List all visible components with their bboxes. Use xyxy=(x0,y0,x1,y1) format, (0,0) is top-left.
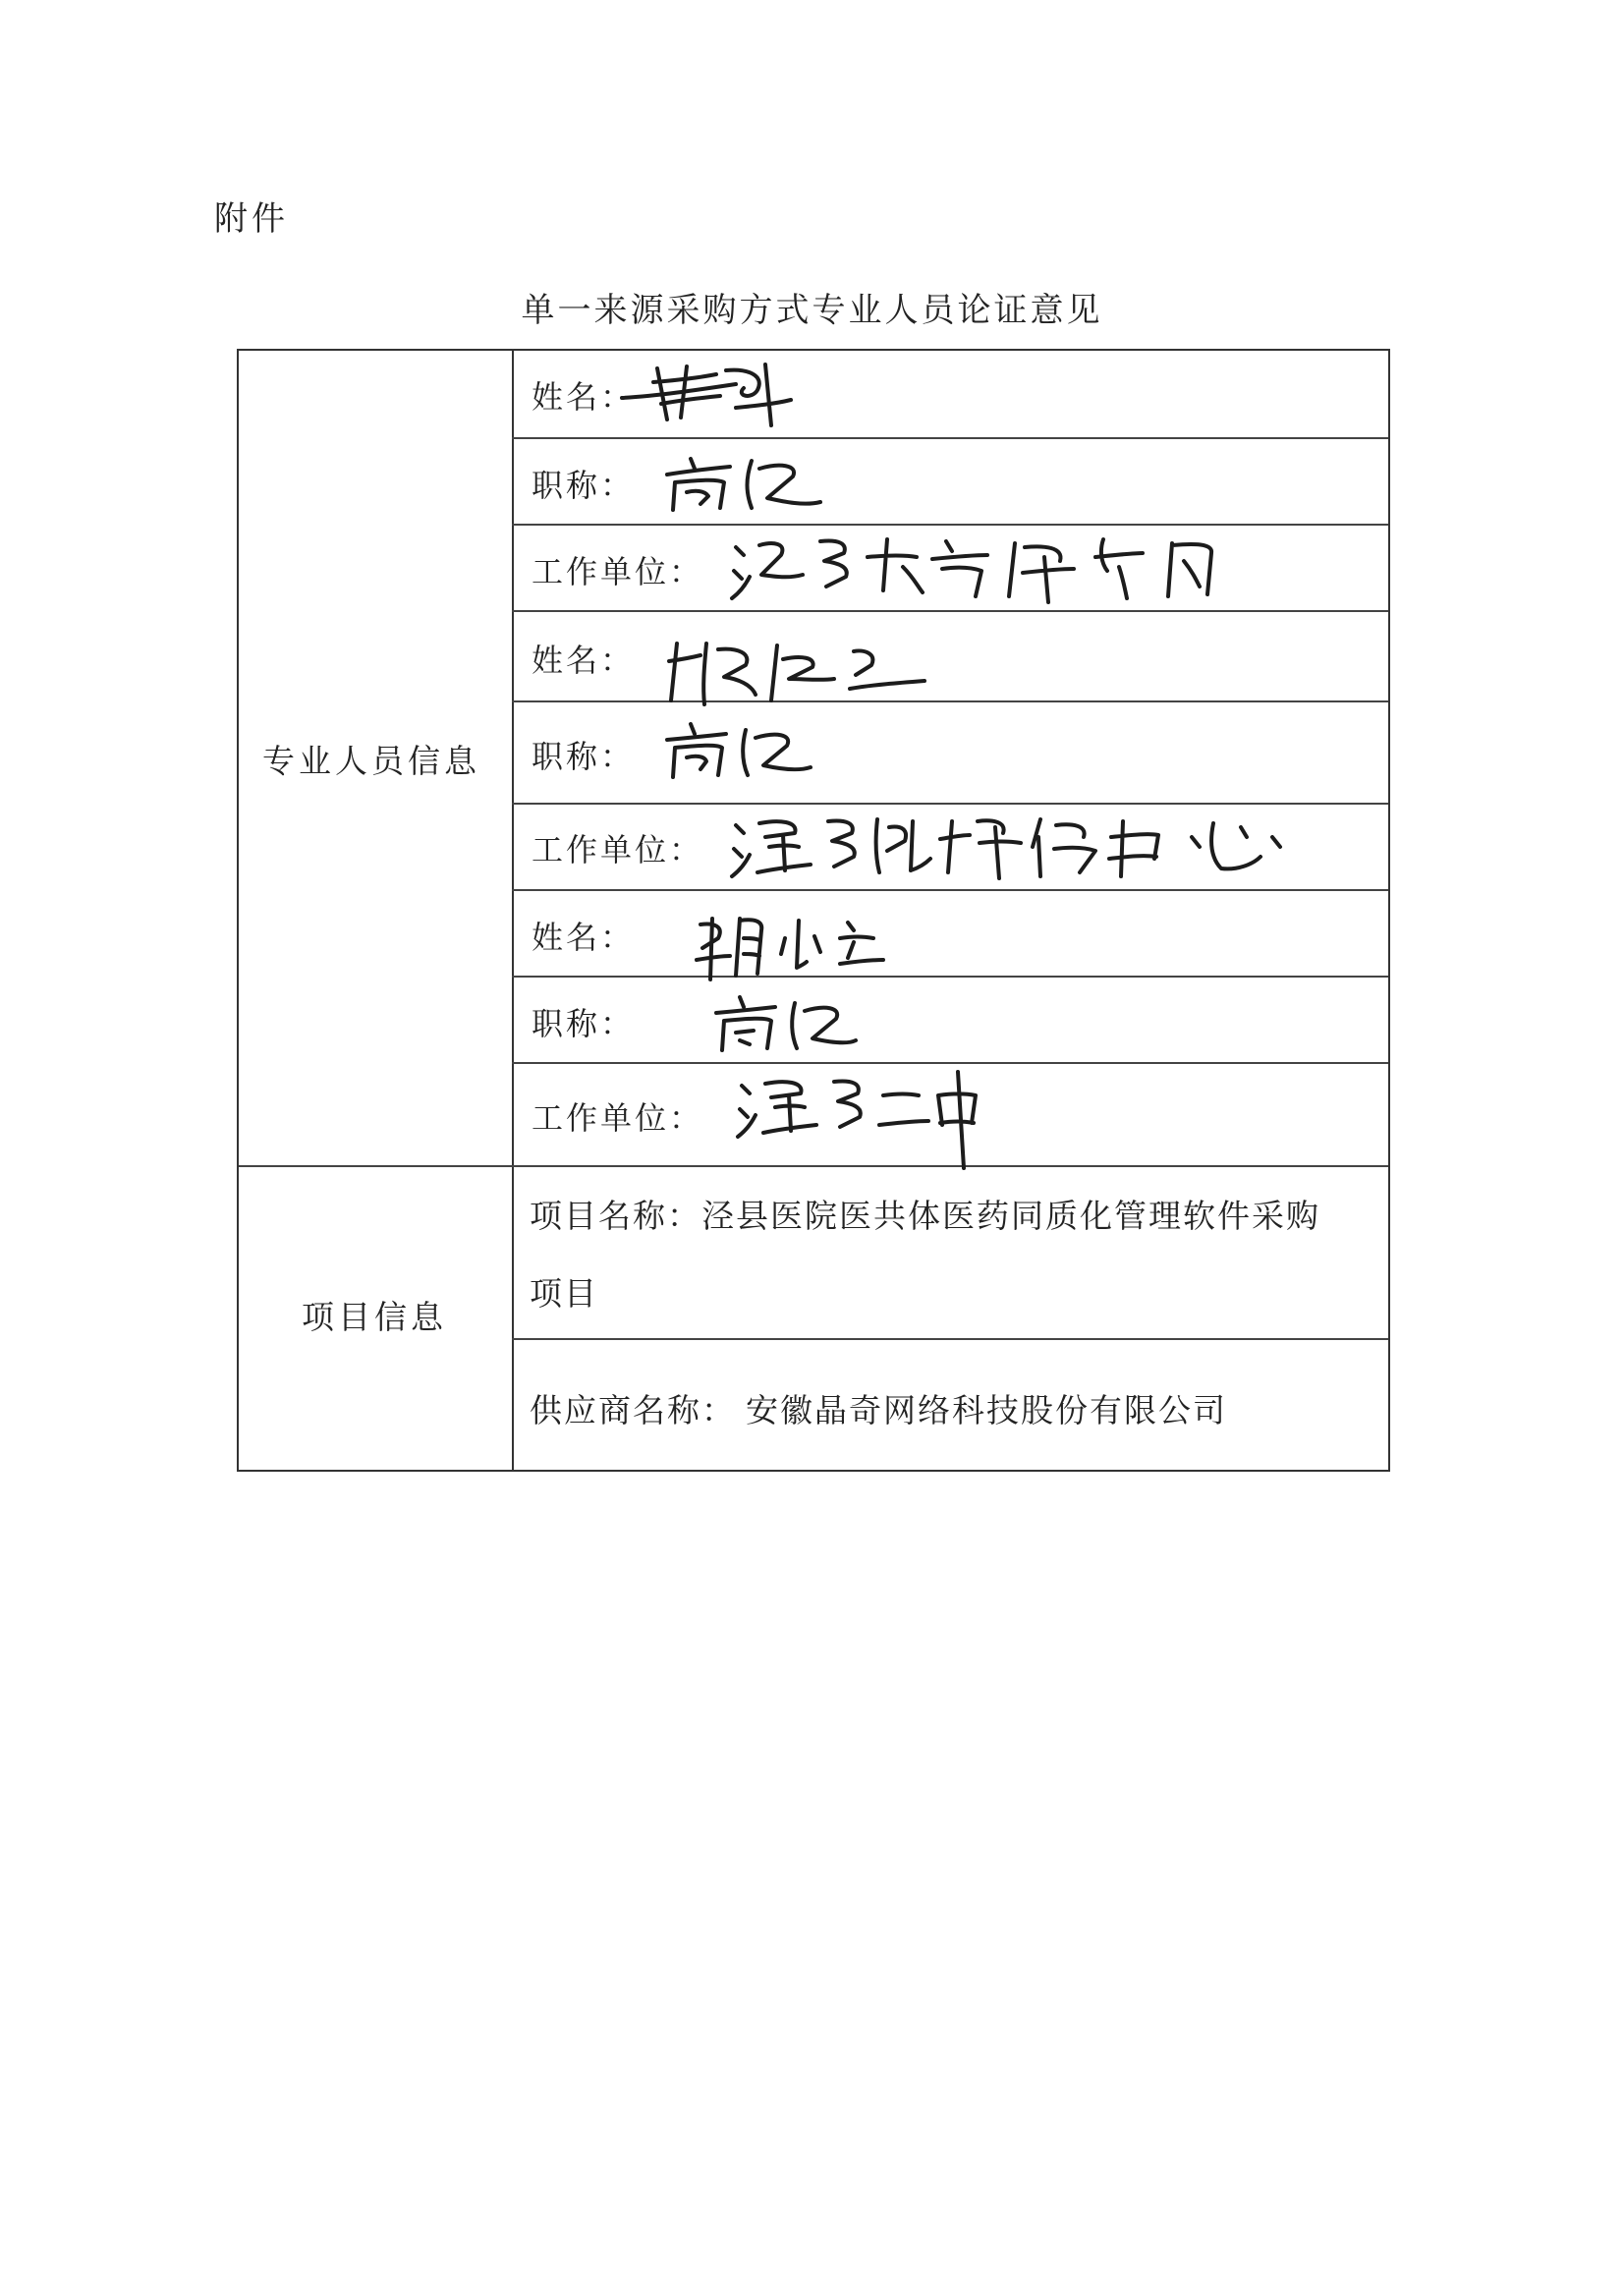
expert-1-unit-signature xyxy=(730,528,1378,606)
expert-2-name-signature xyxy=(667,636,942,709)
expert-section-label: 专业人员信息 xyxy=(262,742,480,780)
expert-1-title-signature xyxy=(661,449,828,518)
expert-3-unit-signature xyxy=(736,1066,991,1174)
project-section-label: 项目信息 xyxy=(302,1298,447,1336)
expert-2-name-label: 姓名： xyxy=(532,642,636,679)
expert-2-title-label: 职称： xyxy=(532,738,636,775)
supplier-line xyxy=(530,1385,1227,1431)
expert-3-unit-label: 工作单位： xyxy=(532,1099,704,1137)
row-divider xyxy=(512,700,1388,702)
project-name-value: 泾县医院医共体医药同质化管理软件采购 xyxy=(701,1197,1320,1235)
row-divider xyxy=(512,1062,1388,1064)
row-divider xyxy=(512,889,1388,891)
project-name-line-1 xyxy=(530,1191,1320,1237)
project-name-line-2: 项目 xyxy=(530,1274,598,1313)
project-name-label: 项目名称： xyxy=(530,1197,701,1235)
expert-2-title-signature xyxy=(661,716,818,790)
expert-3-name-label: 姓名： xyxy=(532,919,636,956)
expert-1-name-signature xyxy=(618,361,795,429)
expert-opinion-form xyxy=(237,349,1390,1472)
column-divider xyxy=(512,351,514,1470)
expert-2-unit-signature xyxy=(730,808,1369,886)
expert-1-name-label: 姓名： xyxy=(532,378,636,416)
expert-3-name-signature xyxy=(691,909,897,982)
supplier-label: 供应商名称： xyxy=(530,1391,736,1429)
expert-2-unit-label: 工作单位： xyxy=(532,831,704,868)
expert-3-title-label: 职称： xyxy=(532,1005,636,1042)
supplier-value: 安徽晶奇网络科技股份有限公司 xyxy=(746,1391,1227,1429)
expert-3-title-signature xyxy=(710,989,858,1068)
attachment-label: 附件 xyxy=(214,199,289,239)
row-divider xyxy=(512,437,1388,439)
row-divider xyxy=(512,976,1388,978)
row-divider xyxy=(512,803,1388,805)
expert-1-unit-label: 工作单位： xyxy=(532,553,704,590)
row-divider xyxy=(512,524,1388,526)
document-title: 单一来源采购方式专业人员论证意见 xyxy=(521,291,1103,330)
row-divider xyxy=(512,610,1388,612)
expert-1-title-label: 职称： xyxy=(532,467,636,504)
row-divider xyxy=(512,1338,1388,1340)
